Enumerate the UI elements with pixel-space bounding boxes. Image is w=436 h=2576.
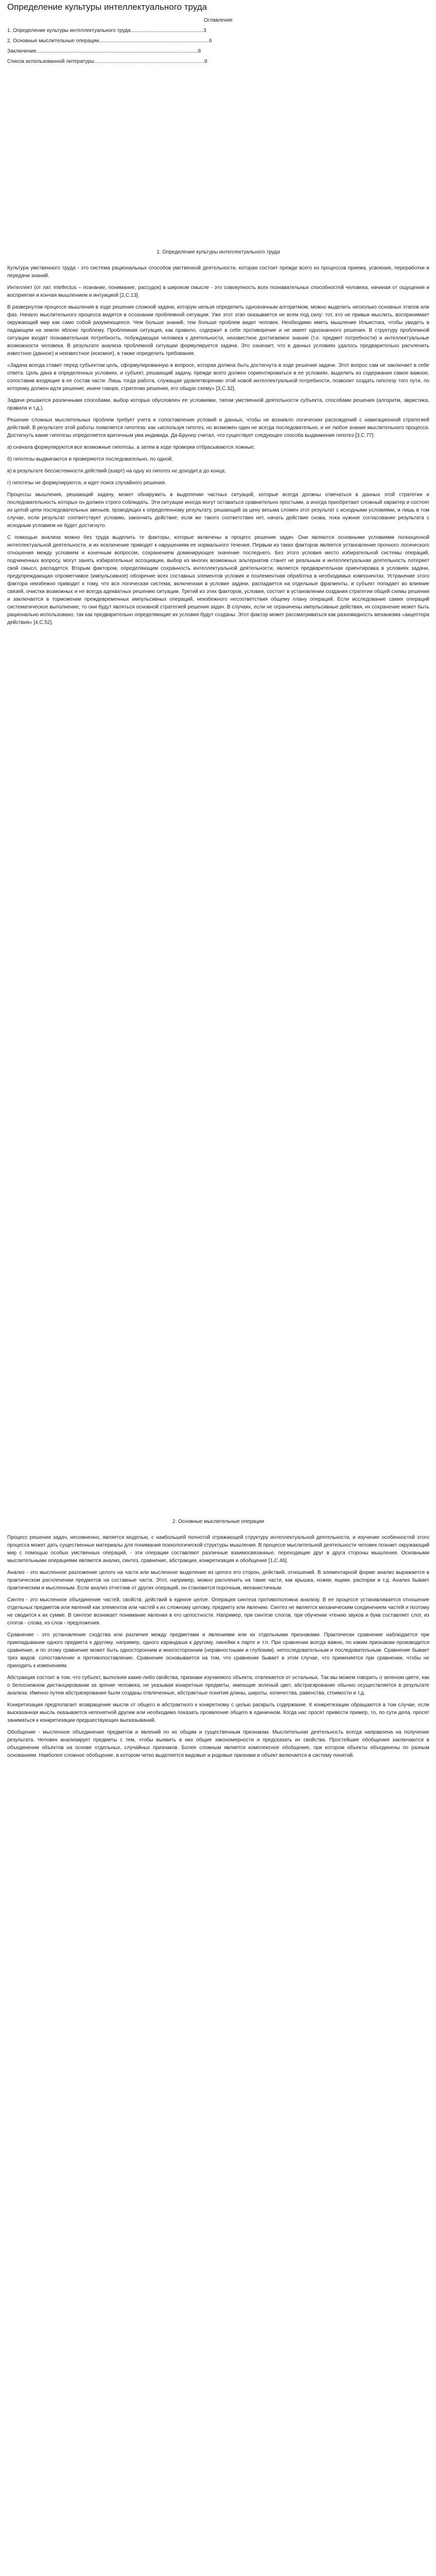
section-thinking-operations bbox=[7, 1518, 429, 1764]
paragraph: Синтез - это мысленное объединение частей, свойств, действий в единое целое. Операция синтеза противоположна анализу. В ее процессе устанавливается отношение отдельных предметов или явлений как элементов или частей к их сложному целому, предмету или явлению. Синтез не является механическим соединением частей и поэтому не сводится к их сумме. В синтезе возникает понимание явления в его целостности. Например, при синтезе слогов, при обучении чтению звуков и букв составляет слог, из слогов - слова, из слов - предложения. bbox=[7, 1597, 429, 1626]
paragraph: Культура умственного труда - это система рациональных способов умственной деятельности, которая состоит прежде всего из процессов приема, усвоения, переработки и передачи знаний. bbox=[7, 265, 429, 279]
section-culture-definition bbox=[7, 248, 429, 631]
paragraph: Обобщение - мысленное объединение предметов и явлений по их общим и существенным признакам. Мыслительная деятельность всегда направлена на получение результата. Человек анализирует предметы с тем, чтобы выявить в них общие закономерности и предсказать их свойства. Простейшие обобщения заключаются в объединении объектов на основе отдельных, случайных признаков. Более сложным является комплексное обобщение, при котором объекты объединены по разным основаниям. Наиболее сложное обобщение, в котором четко выделяется видовые и родовые признаки и объект включается в систему понятий. bbox=[7, 1730, 429, 1758]
paragraph: Задачи решаются различными способами, выбор которых обусловлен ее условиями, типом умственной деятельности субъекта, способами решения (алгоритм, эвристика, правила и т.д.). bbox=[7, 398, 429, 411]
toc-item[interactable]: 1. Определение культуры интеллектуального труда...................................................3 bbox=[7, 28, 206, 33]
paragraph: С помощью анализа можно без труда выделить те факторы, которые включены в процесс решения задач. Они являются основными условиями полноценной интеллектуальной деятельности, и их исключение приводит к нарушениям ее нормального течения. Первым из таких факторов является установление прочного логического отношения между условием и конечным вопросом, сохранением доминирующее значение последнего. Без этого условия место избирательной системы операций, подчиненных вопросу, могут занять избирательные ассоциации, выбор из многих возможных альтернатив станет не реальным и интеллектуальная деятельность потеряет свой смысл, распадется. Вторым фактором, определяющим сохранность интеллектуальной деятельности, является предварительная ориентировка в условиях задачи, предупреждающая опрометчивое (импульсивное) обозрение всех составных элементов условия и поэлементная обработка в необходимых компонентах. Устранение этого фактора неизбежно приводит к тому, что вся логическая система, включенная в условие задачи, распадается на отдельные фрагменты, и субъект попадает во влияние связей, очистки возможных и не всегда адекватных решению ситуации. Третий из этих факторов, условия, состоит в установлении создания стратегии общей схемы решения и заключается в торможении преждевременных импульсивных операций, неизбежного несоответствия общему плану операций. Если исследование самих операций систематическое выполнение, то они будут являться основной стратегией решения задач. В случаях, если не ограничены импульсивные действия, их сохранение может быть рационально использовано, так как предварительно определяющие их условия будут созданы. Этот фактор может рассматриваться как разновидность механизма «акцептора действия» [4,С.52]. bbox=[7, 535, 429, 625]
section-heading: 2. Основные мыслительные операции bbox=[172, 1519, 265, 1524]
paragraph: Процесс решения задач, несомненно, является моделью, с наибольшей полнотой отражающей структуру интеллектуальной деятельности, и изучение особенностей этого процесса может дать существенные материалы для понимания психологической структуры мышления. В процессе мыслительной деятельности человек познает окружающий мир с помощью особых умственных операций, - эти операции составляют различные взаимосвязанные, переходящие друг в друга стороны мышления. Основными мыслительными операциями являются анализ, синтез, сравнение, абстракция, конкретизация и обобщение [1,С.46]. bbox=[7, 1535, 429, 1564]
toc-heading: Оглавление bbox=[204, 18, 233, 23]
paragraph: г) гипотезы не формулируются, и идет поиск случайного решения. bbox=[7, 480, 166, 486]
toc-item[interactable]: Список использованной литературы.............................................................................9 bbox=[7, 59, 207, 64]
paragraph: в) в результате бессистемности действий (азарт) на одну из гипотез не доходит,а до конца; bbox=[7, 468, 226, 474]
paragraph: «Задача всегда ставит перед субъектом цель, сформулированную в вопросе, которая должна быть достигнута в ходе решения задачи. Этот вопрос сам не заключает в себе ответа. Цель дана в определенных условиях, и субъект, решающий задачу, прежде всего должен сориентироваться в ее условиях, выделить из содержания самое важное, сопоставив входящие в ее состав части. Лишь тогда работа, служащая удовлетворению этой новой интеллектуальной потребности, позволит создать гипотезу того пути, по которому должен идти решение, иначе говоря, стратегию решения, его общую схему» [3,С.32]. bbox=[7, 363, 429, 392]
paragraph: а) сначала формулируются все возможные гипотезы, а затем в ходе проверки отбрасываются ложные; bbox=[7, 445, 255, 450]
paragraph: Интеллект (от лат. intellectus – познание, понимание, рассудок) в широком смысле - это совокупность всех познавательных способностей человека, начиная от ощущения и восприятия и кончая мышлением и интуицией [2,С.13]. bbox=[7, 285, 429, 298]
toc-item[interactable]: 2. Основные мыслительные операции.............................................................................6 bbox=[7, 38, 212, 44]
page-title: Определение культуры интеллектуального труда bbox=[7, 2, 207, 12]
toc-item[interactable]: Заключение.................................................................................................................8 bbox=[7, 48, 201, 54]
paragraph: В развернутом процессе мышления в ходе решения сложной задачи, которую нельзя определить однозначным алгоритмом, можно выделить несколько основных этапов или фаз. Начало мыслительного процесса видится в осознании проблемной ситуации. Уже этот этап оказывается не всем под силу: тот, кто не привык мыслить, воспринимает окружающий мир как само собой разумеющееся. Чем больше знаний, тем больше проблем видит человек. Необходимо иметь мышление Ильистока, чтобы увидеть в падающем на землю яблоке проблему. Проблемная ситуация, как правило, содержит в себе противоречие и не имеет однозначного решения. В структуру проблемной ситуации входят познавательная потребность, побуждающая человека к деятельности, неизвестное достигаемое знание (т.е. предмет потребности) и интеллектуальные возможности человека. В результате анализа проблемной ситуации формулируется задача. Это означает, что в данных условиях удалось предварительно расчленить известное (данное) и неизвестное (искомое), а также определить требования. bbox=[7, 304, 429, 357]
paragraph: Процессы мышления, решающий задачу, может обнаружить в выделении частных ситуаций, которые всегда должны отвечаться в данных этой стратегии и последовательность которых он должен строго соблюдать. Эти ситуации иногда могут оставаться сравнительно простыми, а иногда приобретают сложный характер и состоят из целой цепи последовательных звеньев, проводящих к определенному результату, решающий за цену весьма сложен этот результат с исходными условиями, и лишь в том случае, если результат соответствует условию, закончить действие; если же такого соответствия нет, начать действие снова, пока нужное согласование результата с исходным условием не будет достигнуто. bbox=[7, 492, 429, 529]
paragraph: Конкретизация предполагает возвращение мысли от общего и абстрактного к конкретному с целью раскрыть содержание. К конкретизации обращаются в том случае, если высказанная мысль оказывается непонятной другим или необходимо показать проявление общего в единичном. Когда нас просят привести пример, то, по сути дела, просят заниматься к конкретизации предшествующих высказываний. bbox=[7, 1702, 429, 1723]
paragraph: Сравнение - это установление сходства или различия между предметами и явлениями или их отдельными признаками. Практически сравнение наблюдается при прикладывании одного предмета к другому, например, одного карандаша к другому, линейки к парте и т.п. При сравнении всегда важно, по каким признакам производится сравнение, и по этому сравнение может быть односторонним и многосторонним (неравностными и глубоким), непоследовательным и последовательным. Сравнение бывает трех видов: сопоставление и противопоставление. Сравнение основывается на том, что сравнение бывает в этом случае, что применяется при сравнении, чтобы не приходить к изменениям. bbox=[7, 1632, 429, 1669]
paragraph: Абстракция состоит в том, что субъект, выполняя какие-либо свойства, признаки изучаемого объекта, отвлекается от остальных. Так мы можем говорить о зеленом цвете, как о белоснежном дистанцировании за зрение человека, не указывая конкретные предметы, имеющие зеленый цвет, абстрагирование обычно осуществляется в результате анализа. Именно путем абстрагирования были созданы отвлеченные, абстрактные понятия длины, широты, количества, равенства, стоимости и т.д. bbox=[7, 1675, 429, 1696]
paragraph: б) гипотезы выдвигаются и проверяются последовательно, по одной; bbox=[7, 456, 173, 462]
paragraph: Анализ - это мысленное разложение целого на части или мысленное выделение из целого его сторон, действий, отношений. В элементарной форме анализ выражается в практическом расчленении предметов на составные части. Этот, например, можно расчленить на такие части, как крышка, ножки, ящики, распорки и т.д. Анализ бывает практическим и мысленным. Если анализ отчетлив от других операций, он становится порочным, механистичным. bbox=[7, 1570, 429, 1591]
section-heading: 1. Определение культуры интеллектуального труда bbox=[156, 249, 280, 255]
table-of-contents bbox=[7, 15, 429, 67]
paragraph: Решение сложных мыслительных проблем требует учета и сопоставления условий и данных, чтобы не возникло логических расхождений с навигационной стратегией действий. В результате этой работы появляется гипотеза: как «используя гипотез, но возможен один не всегда последовательно, и не любое знание мыслительного процесса. Достигнуть какие гипотезы определяется критичным ума индивида. Да-Брунер считал, что существует следующее способа выдвижения гипотез [3,С.77]: bbox=[7, 417, 429, 438]
